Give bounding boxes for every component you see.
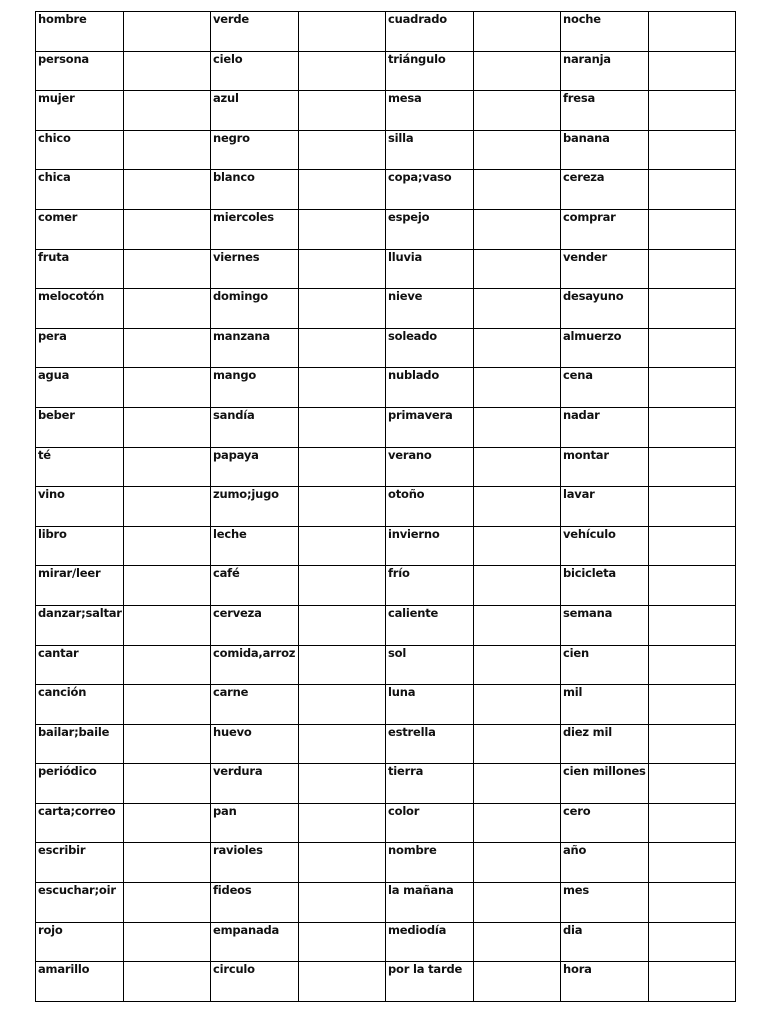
answer-cell[interactable] xyxy=(124,209,211,249)
word-cell: papaya xyxy=(211,447,299,487)
answer-cell[interactable] xyxy=(299,724,386,764)
word-cell: mes xyxy=(561,883,649,923)
word-cell: verano xyxy=(386,447,474,487)
answer-cell[interactable] xyxy=(124,645,211,685)
answer-cell[interactable] xyxy=(649,526,736,566)
answer-cell[interactable] xyxy=(299,645,386,685)
word-cell: carne xyxy=(211,685,299,725)
answer-cell[interactable] xyxy=(299,843,386,883)
word-cell: agua xyxy=(36,368,124,408)
answer-cell[interactable] xyxy=(299,91,386,131)
table-row xyxy=(36,12,736,52)
word-cell: leche xyxy=(211,526,299,566)
word-cell: vender xyxy=(561,249,649,289)
word-cell: fideos xyxy=(211,883,299,923)
word-cell: comprar xyxy=(561,209,649,249)
word-cell: té xyxy=(36,447,124,487)
table-row xyxy=(36,526,736,566)
answer-cell[interactable] xyxy=(649,803,736,843)
answer-cell[interactable] xyxy=(299,605,386,645)
answer-cell[interactable] xyxy=(474,843,561,883)
answer-cell[interactable] xyxy=(124,170,211,210)
word-cell: naranja xyxy=(561,51,649,91)
word-cell: bicicleta xyxy=(561,566,649,606)
answer-cell[interactable] xyxy=(124,328,211,368)
answer-cell[interactable] xyxy=(649,685,736,725)
word-cell: ravioles xyxy=(211,843,299,883)
answer-cell[interactable] xyxy=(124,447,211,487)
vocabulary-table-body xyxy=(36,12,736,1002)
answer-cell[interactable] xyxy=(649,447,736,487)
word-cell: manzana xyxy=(211,328,299,368)
answer-cell[interactable] xyxy=(124,685,211,725)
answer-cell[interactable] xyxy=(299,368,386,408)
word-cell: diez mil xyxy=(561,724,649,764)
table-row xyxy=(36,843,736,883)
answer-cell[interactable] xyxy=(299,51,386,91)
answer-cell[interactable] xyxy=(124,843,211,883)
word-cell: comida,arroz xyxy=(211,645,299,685)
word-cell: viernes xyxy=(211,249,299,289)
word-cell: estrella xyxy=(386,724,474,764)
answer-cell[interactable] xyxy=(474,645,561,685)
answer-cell[interactable] xyxy=(649,883,736,923)
answer-cell[interactable] xyxy=(474,962,561,1002)
word-cell: banana xyxy=(561,130,649,170)
answer-cell[interactable] xyxy=(124,91,211,131)
answer-cell[interactable] xyxy=(299,328,386,368)
word-cell: nombre xyxy=(386,843,474,883)
answer-cell[interactable] xyxy=(124,962,211,1002)
table-row xyxy=(36,764,736,804)
word-cell: persona xyxy=(36,51,124,91)
word-cell: mil xyxy=(561,685,649,725)
answer-cell[interactable] xyxy=(299,526,386,566)
word-cell: cuadrado xyxy=(386,12,474,52)
word-cell: verdura xyxy=(211,764,299,804)
word-cell: carta;correo xyxy=(36,803,124,843)
answer-cell[interactable] xyxy=(474,447,561,487)
word-cell: periódico xyxy=(36,764,124,804)
answer-cell[interactable] xyxy=(124,289,211,329)
answer-cell[interactable] xyxy=(474,368,561,408)
word-cell: tierra xyxy=(386,764,474,804)
word-cell: caliente xyxy=(386,605,474,645)
answer-cell[interactable] xyxy=(649,764,736,804)
answer-cell[interactable] xyxy=(474,764,561,804)
table-row xyxy=(36,407,736,447)
word-cell: chica xyxy=(36,170,124,210)
word-cell: nublado xyxy=(386,368,474,408)
table-row xyxy=(36,209,736,249)
answer-cell[interactable] xyxy=(474,91,561,131)
word-cell: cerveza xyxy=(211,605,299,645)
answer-cell[interactable] xyxy=(124,130,211,170)
word-cell: chico xyxy=(36,130,124,170)
word-cell: semana xyxy=(561,605,649,645)
table-row xyxy=(36,922,736,962)
word-cell: dia xyxy=(561,922,649,962)
table-row xyxy=(36,803,736,843)
word-cell: desayuno xyxy=(561,289,649,329)
word-cell: bailar;baile xyxy=(36,724,124,764)
table-row xyxy=(36,328,736,368)
table-row xyxy=(36,724,736,764)
answer-cell[interactable] xyxy=(474,249,561,289)
word-cell: café xyxy=(211,566,299,606)
table-row xyxy=(36,566,736,606)
word-cell: verde xyxy=(211,12,299,52)
answer-cell[interactable] xyxy=(124,764,211,804)
word-cell: pera xyxy=(36,328,124,368)
answer-cell[interactable] xyxy=(474,566,561,606)
word-cell: cena xyxy=(561,368,649,408)
word-cell: nieve xyxy=(386,289,474,329)
table-row xyxy=(36,130,736,170)
word-cell: escribir xyxy=(36,843,124,883)
answer-cell[interactable] xyxy=(649,407,736,447)
word-cell: mediodía xyxy=(386,922,474,962)
word-cell: pan xyxy=(211,803,299,843)
answer-cell[interactable] xyxy=(124,803,211,843)
answer-cell[interactable] xyxy=(299,209,386,249)
table-row xyxy=(36,447,736,487)
answer-cell[interactable] xyxy=(649,249,736,289)
table-row xyxy=(36,91,736,131)
word-cell: invierno xyxy=(386,526,474,566)
answer-cell[interactable] xyxy=(649,12,736,52)
answer-cell[interactable] xyxy=(474,328,561,368)
answer-cell[interactable] xyxy=(649,91,736,131)
answer-cell[interactable] xyxy=(299,566,386,606)
answer-cell[interactable] xyxy=(474,130,561,170)
answer-cell[interactable] xyxy=(649,566,736,606)
answer-cell[interactable] xyxy=(474,170,561,210)
word-cell: soleado xyxy=(386,328,474,368)
answer-cell[interactable] xyxy=(299,883,386,923)
answer-cell[interactable] xyxy=(299,170,386,210)
answer-cell[interactable] xyxy=(474,289,561,329)
answer-cell[interactable] xyxy=(649,605,736,645)
word-cell: sandía xyxy=(211,407,299,447)
answer-cell[interactable] xyxy=(299,487,386,527)
word-cell: hora xyxy=(561,962,649,1002)
word-cell: cielo xyxy=(211,51,299,91)
word-cell: lavar xyxy=(561,487,649,527)
word-cell: la mañana xyxy=(386,883,474,923)
word-cell: noche xyxy=(561,12,649,52)
word-cell: negro xyxy=(211,130,299,170)
word-cell: rojo xyxy=(36,922,124,962)
answer-cell[interactable] xyxy=(124,605,211,645)
answer-cell[interactable] xyxy=(124,249,211,289)
word-cell: mirar/leer xyxy=(36,566,124,606)
word-cell: por la tarde xyxy=(386,962,474,1002)
answer-cell[interactable] xyxy=(474,685,561,725)
answer-cell[interactable] xyxy=(649,843,736,883)
word-cell: silla xyxy=(386,130,474,170)
answer-cell[interactable] xyxy=(124,566,211,606)
table-row xyxy=(36,645,736,685)
word-cell: libro xyxy=(36,526,124,566)
word-cell: almuerzo xyxy=(561,328,649,368)
answer-cell[interactable] xyxy=(474,51,561,91)
word-cell: otoño xyxy=(386,487,474,527)
word-cell: circulo xyxy=(211,962,299,1002)
word-cell: copa;vaso xyxy=(386,170,474,210)
answer-cell[interactable] xyxy=(474,605,561,645)
word-cell: cereza xyxy=(561,170,649,210)
word-cell: domingo xyxy=(211,289,299,329)
word-cell: hombre xyxy=(36,12,124,52)
word-cell: año xyxy=(561,843,649,883)
answer-cell[interactable] xyxy=(299,922,386,962)
answer-cell[interactable] xyxy=(649,130,736,170)
word-cell: escuchar;oir xyxy=(36,883,124,923)
word-cell: danzar;saltar xyxy=(36,605,124,645)
word-cell: frío xyxy=(386,566,474,606)
word-cell: miercoles xyxy=(211,209,299,249)
answer-cell[interactable] xyxy=(299,447,386,487)
answer-cell[interactable] xyxy=(299,130,386,170)
answer-cell[interactable] xyxy=(124,51,211,91)
answer-cell[interactable] xyxy=(649,368,736,408)
word-cell: mujer xyxy=(36,91,124,131)
word-cell: color xyxy=(386,803,474,843)
answer-cell[interactable] xyxy=(649,209,736,249)
answer-cell[interactable] xyxy=(474,407,561,447)
word-cell: nadar xyxy=(561,407,649,447)
word-cell: triángulo xyxy=(386,51,474,91)
answer-cell[interactable] xyxy=(649,487,736,527)
answer-cell[interactable] xyxy=(299,12,386,52)
word-cell: amarillo xyxy=(36,962,124,1002)
table-row xyxy=(36,605,736,645)
word-cell: huevo xyxy=(211,724,299,764)
answer-cell[interactable] xyxy=(124,487,211,527)
word-cell: comer xyxy=(36,209,124,249)
word-cell: espejo xyxy=(386,209,474,249)
word-cell: cien millones xyxy=(561,764,649,804)
answer-cell[interactable] xyxy=(649,724,736,764)
word-cell: vino xyxy=(36,487,124,527)
answer-cell[interactable] xyxy=(124,883,211,923)
answer-cell[interactable] xyxy=(124,922,211,962)
word-cell: sol xyxy=(386,645,474,685)
word-cell: cien xyxy=(561,645,649,685)
answer-cell[interactable] xyxy=(299,289,386,329)
answer-cell[interactable] xyxy=(474,526,561,566)
answer-cell[interactable] xyxy=(124,724,211,764)
word-cell: melocotón xyxy=(36,289,124,329)
word-cell: lluvia xyxy=(386,249,474,289)
answer-cell[interactable] xyxy=(649,170,736,210)
answer-cell[interactable] xyxy=(474,724,561,764)
table-row xyxy=(36,962,736,1002)
table-row xyxy=(36,170,736,210)
word-cell: montar xyxy=(561,447,649,487)
answer-cell[interactable] xyxy=(474,883,561,923)
answer-cell[interactable] xyxy=(124,526,211,566)
word-cell: blanco xyxy=(211,170,299,210)
answer-cell[interactable] xyxy=(649,289,736,329)
word-cell: canción xyxy=(36,685,124,725)
table-row xyxy=(36,289,736,329)
word-cell: zumo;jugo xyxy=(211,487,299,527)
table-row xyxy=(36,51,736,91)
word-cell: fruta xyxy=(36,249,124,289)
answer-cell[interactable] xyxy=(649,922,736,962)
answer-cell[interactable] xyxy=(649,962,736,1002)
word-cell: azul xyxy=(211,91,299,131)
answer-cell[interactable] xyxy=(299,803,386,843)
word-cell: mango xyxy=(211,368,299,408)
answer-cell[interactable] xyxy=(649,51,736,91)
word-cell: cantar xyxy=(36,645,124,685)
word-cell: mesa xyxy=(386,91,474,131)
answer-cell[interactable] xyxy=(124,407,211,447)
answer-cell[interactable] xyxy=(299,764,386,804)
word-cell: primavera xyxy=(386,407,474,447)
table-row xyxy=(36,368,736,408)
answer-cell[interactable] xyxy=(474,803,561,843)
word-cell: vehículo xyxy=(561,526,649,566)
answer-cell[interactable] xyxy=(299,407,386,447)
answer-cell[interactable] xyxy=(299,249,386,289)
word-cell: luna xyxy=(386,685,474,725)
vocabulary-table xyxy=(35,11,736,1002)
answer-cell[interactable] xyxy=(299,962,386,1002)
answer-cell[interactable] xyxy=(474,487,561,527)
answer-cell[interactable] xyxy=(124,12,211,52)
word-cell: fresa xyxy=(561,91,649,131)
answer-cell[interactable] xyxy=(474,12,561,52)
table-row xyxy=(36,685,736,725)
table-row xyxy=(36,883,736,923)
table-row xyxy=(36,249,736,289)
answer-cell[interactable] xyxy=(124,368,211,408)
answer-cell[interactable] xyxy=(299,685,386,725)
word-cell: beber xyxy=(36,407,124,447)
answer-cell[interactable] xyxy=(649,645,736,685)
word-cell: empanada xyxy=(211,922,299,962)
answer-cell[interactable] xyxy=(474,922,561,962)
answer-cell[interactable] xyxy=(474,209,561,249)
table-row xyxy=(36,487,736,527)
answer-cell[interactable] xyxy=(649,328,736,368)
word-cell: cero xyxy=(561,803,649,843)
